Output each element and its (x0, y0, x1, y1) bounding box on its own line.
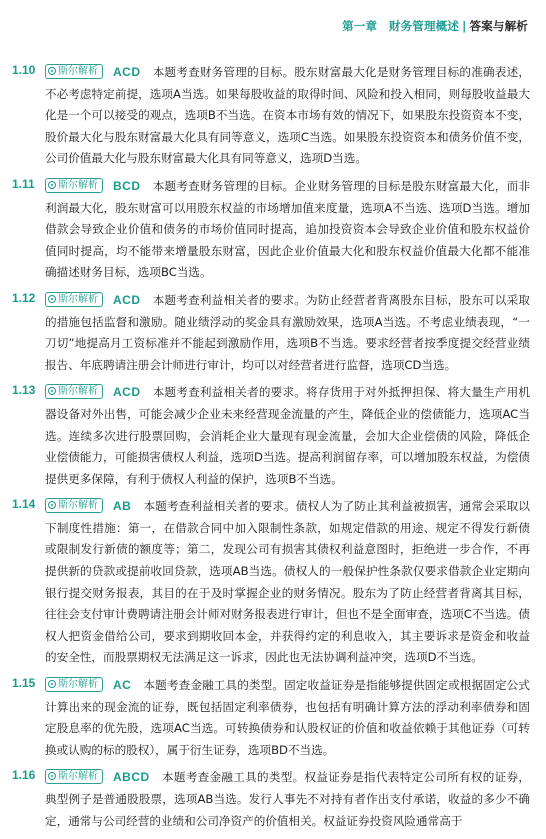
badge-logo-icon (48, 501, 56, 509)
running-header (342, 18, 528, 34)
question-number: 1.12 (12, 290, 36, 305)
answer-item (0, 62, 546, 170)
header-divider: | (462, 19, 467, 33)
badge-label: 斯尔解析 (58, 500, 98, 512)
analysis-badge (45, 769, 103, 784)
badge-label: 斯尔解析 (58, 679, 98, 691)
badge-label: 斯尔解析 (58, 293, 98, 305)
explanation-paragraph (45, 62, 530, 170)
answer-key: AB (113, 499, 132, 514)
explanation-text: 本题考查利益相关者的要求。为防止经营者背离股东目标，股东可以采取的措施包括监督和激励。随业绩浮动的奖金具有激励效果，选项A当选。不考虑业绩表现，“一刀切”地提高月工资标准并不能起到激励作用，选项B不当选。要求经营者按季度提交经营业绩报告、年底聘请注册会计师进行审计，均可以对经营者进行监督，选项CD当选。 (45, 292, 530, 372)
question-number: 1.10 (12, 63, 36, 77)
question-number: 1.11 (12, 176, 35, 191)
answer-key: ABCD (113, 770, 150, 785)
answer-item (0, 675, 546, 761)
section-title: 答案与解析 (469, 19, 528, 33)
explanation-paragraph (45, 767, 530, 832)
analysis-badge (45, 384, 103, 399)
analysis-badge (45, 677, 103, 692)
explanation-paragraph (45, 675, 530, 761)
badge-logo-icon (48, 680, 56, 688)
question-number: 1.13 (12, 383, 36, 398)
answer-item (0, 382, 546, 490)
badge-logo-icon (48, 295, 56, 303)
answer-item (0, 176, 546, 284)
explanation-text: 本题考查利益相关者的要求。债权人为了防止其利益被损害，通常会采取以下制度性措施：第一，在借款合同中加入限制性条款，如规定借款的用途、规定不得发行新债或限制发行新债的额度等；第二，发现公司有损害其债权利益意图时，拒绝进一步合作，不再提供新的贷款或提前收回贷款，选项AB当选。债权人的一般保护性条款仅要求借款企业定期向银行提交财务报表，其目的在于及时掌握企业的财务情况。股东为了防止经营者背离其目标，往往会支付审计费聘请注册会计师对财务报表进行审计，但也不是全面审查，选项C不当选。债权人把资金借给公司，要求到期收回本金，并获得约定的利息收入，其主要诉求是资金和收益的安全性，而股票期权无法满足这一诉求，因此也无法协调利益冲突，选项D不当选。 (45, 499, 530, 665)
analysis-badge (45, 64, 103, 79)
answer-key: BCD (113, 178, 141, 193)
analysis-badge (45, 498, 103, 513)
answer-item (0, 290, 546, 376)
explanation-text: 本题考查财务管理的目标。股东财富最大化是财务管理目标的准确表述，不必考虑特定前提，选项A当选。如果每股收益的取得时间、风险和投入相同，则每股收益最大化是一个可以接受的观点，选项B不当选。在资本市场有效的情况下，如果股东投资资本不变，股价最大化与股东财富最大化具有同等意义，选项C当选。如果股东投资资本和债务价值不变，公司价值最大化与股东财富最大化具有同等意义，选项D当选。 (45, 65, 530, 166)
explanation-text: 本题考查金融工具的类型。固定收益证券是指能够提供固定或根据固定公式计算出来的现金流的证券，既包括固定利率债券，也包括有明确计算方法的浮动利率债券和固定股息率的优先股，选项AC当选。可转换债券和认股权证的价值和收益依赖于其他证券（可转换或认购的标的股权），属于衍生证券，选项BD不当选。 (45, 678, 530, 757)
answer-item (0, 767, 546, 832)
question-number: 1.14 (12, 497, 36, 512)
badge-logo-icon (48, 67, 56, 75)
badge-label: 斯尔解析 (58, 771, 98, 783)
explanation-text: 本题考查利益相关者的要求。将存货用于对外抵押担保、将大量生产用机器设备对外出售，可能会减少企业未来经营现金流量的产生，降低企业的偿债能力，选项AC当选。连续多次进行股票回购，会消耗企业大量现有现金流量，会加大企业偿债的风险，降低企业偿债能力，可能损害债权人利益，选项D当选。提高利润留存率，可以增加股东权益，为偿债提供更多保障，有利于债权人利益的保护，选项B不当选。 (45, 385, 530, 486)
explanation-paragraph (45, 496, 530, 669)
answer-key: ACD (113, 292, 141, 307)
analysis-badge (45, 178, 103, 193)
question-number: 1.15 (12, 676, 36, 691)
badge-label: 斯尔解析 (58, 66, 98, 77)
answer-list (0, 62, 546, 838)
badge-logo-icon (48, 181, 56, 189)
chapter-title: 第一章 财务管理概述 (342, 19, 460, 33)
badge-label: 斯尔解析 (58, 179, 98, 191)
answer-key: ACD (113, 65, 141, 79)
answer-item (0, 496, 546, 669)
answer-key: AC (113, 678, 132, 693)
answer-key: ACD (113, 385, 141, 400)
badge-label: 斯尔解析 (58, 386, 98, 398)
question-number: 1.16 (12, 768, 36, 783)
explanation-paragraph (45, 176, 530, 284)
badge-logo-icon (48, 387, 56, 395)
badge-logo-icon (48, 772, 56, 780)
explanation-paragraph (45, 290, 530, 376)
explanation-paragraph (45, 382, 530, 490)
explanation-text: 本题考查金融工具的类型。权益证券是指代表特定公司所有权的证券，典型例子是普通股股票，选项AB当选。发行人事先不对持有者作出支付承诺，收益的多少不确定，通常与公司经营的业绩和公司净资产的价值相关。权益证券投资风险通常高于 (45, 770, 530, 828)
explanation-text: 本题考查财务管理的目标。企业财务管理的目标是股东财富最大化，而非利润最大化，股东财富可以用股东权益的市场增加值来度量，选项A不当选、选项D当选。增加借款会导致企业价值和债务的市场价值同时提高，追加投资资本会导致企业价值和股东权益价值同时提高，均不能带来增量股东财富，因此企业价值最大化和股东权益价值最大化都不能准确描述财务目标，选项BC当选。 (45, 178, 530, 280)
analysis-badge (45, 292, 103, 307)
